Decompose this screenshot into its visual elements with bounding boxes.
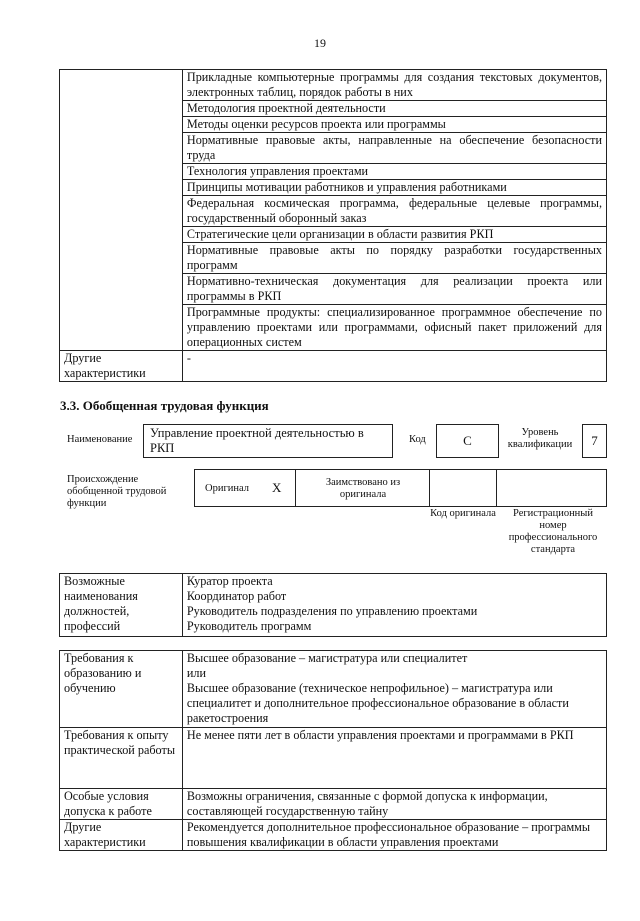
- requirements-table: [59, 650, 607, 851]
- other-characteristics-value: Рекомендуется дополнительное профессиональное образование – программы повышения квалификации в области управления проектами: [182, 820, 606, 851]
- page-number: 19: [314, 36, 326, 50]
- list-item: Нормативные правовые акты, направленные на обеспечение безопасности труда: [182, 133, 606, 164]
- original-mark: X: [272, 480, 282, 495]
- section-title: 3.3. Обобщенная трудовая функция: [60, 398, 269, 413]
- level-value: 7: [591, 433, 598, 448]
- origin-label: Происхождение обобщенной трудовой функции: [67, 474, 167, 509]
- positions-label: Возможные наименования должностей, профессий: [60, 574, 183, 637]
- list-item: Технология управления проектами: [182, 164, 606, 180]
- level-label: Уровень квалификации: [507, 427, 573, 450]
- list-item: Методы оценки ресурсов проекта или программы: [182, 117, 606, 133]
- list-item: Нормативно-техническая документация для реализации проекта или программы в РКП: [182, 274, 606, 305]
- borrowed-label: Заимствовано из оригинала: [325, 477, 401, 500]
- list-item: Методология проектной деятельности: [182, 101, 606, 117]
- origin-divider: [429, 469, 430, 507]
- education-line: или: [186, 666, 207, 680]
- position-item: Координатор работ: [186, 589, 287, 603]
- table-row: [60, 70, 607, 101]
- position-item: Руководитель подразделения по управлению проектами: [186, 604, 478, 618]
- code-original-caption: Код оригинала: [430, 508, 496, 519]
- table-row: [60, 789, 607, 820]
- list-item: Программные продукты: специализированное программное обеспечение по управлению проектами или программами, офисный пакет приложений для операционных систем: [182, 305, 606, 351]
- special-conditions-label: Особые условия допуска к работе: [60, 789, 183, 820]
- other-characteristics-label: Другие характеристики: [60, 351, 183, 382]
- reg-number-caption: Регистрационный номер профессионального стандарта: [508, 508, 598, 555]
- position-item: Руководитель программ: [186, 619, 312, 633]
- level-box: [582, 424, 607, 458]
- experience-value: Не менее пяти лет в области управления проектами и программами в РКП: [182, 728, 606, 789]
- positions-table: [59, 573, 607, 637]
- knowledge-table: [59, 69, 607, 382]
- origin-divider: [606, 469, 607, 507]
- position-item: Куратор проекта: [186, 574, 273, 588]
- education-label: Требования к образованию и обучению: [60, 651, 183, 728]
- positions-values: [182, 574, 606, 637]
- original-label: Оригинал: [205, 483, 249, 494]
- list-item: Нормативные правовые акты по порядку разработки государственных программ: [182, 243, 606, 274]
- education-values: [182, 651, 606, 728]
- list-item: Федеральная космическая программа, федеральные целевые программы, государственный оборонный заказ: [182, 196, 606, 227]
- other-characteristics-label: Другие характеристики: [60, 820, 183, 851]
- education-line: Высшее образование (техническое непрофильное) – магистратура или специалитет и дополнительное профессиональное образование в области ракетостроения: [186, 681, 569, 725]
- table-row: [60, 651, 607, 728]
- education-line: Высшее образование – магистратура или специалитет: [186, 651, 468, 665]
- list-item: Принципы мотивации работников и управления работниками: [182, 180, 606, 196]
- name-value: Управление проектной деятельностью в РКП: [150, 426, 364, 455]
- table-row: [60, 728, 607, 789]
- table-row: [60, 820, 607, 851]
- experience-label: Требования к опыту практической работы: [60, 728, 183, 789]
- code-value: C: [463, 433, 472, 448]
- special-conditions-value: Возможны ограничения, связанные с формой допуска к информации, составляющей государственную тайну: [182, 789, 606, 820]
- empty-label-cell: [60, 70, 183, 351]
- table-row: [60, 574, 607, 637]
- name-label: Наименование: [67, 434, 133, 445]
- code-label: Код: [409, 434, 426, 445]
- list-item: Прикладные компьютерные программы для создания текстовых документов, электронных таблиц, порядок работы в них: [182, 70, 606, 101]
- name-box: [143, 424, 393, 458]
- origin-divider: [496, 469, 497, 507]
- other-characteristics-value: -: [182, 351, 606, 382]
- table-row: [60, 351, 607, 382]
- code-box: [436, 424, 499, 458]
- origin-divider: [295, 469, 296, 507]
- list-item: Стратегические цели организации в области развития РКП: [182, 227, 606, 243]
